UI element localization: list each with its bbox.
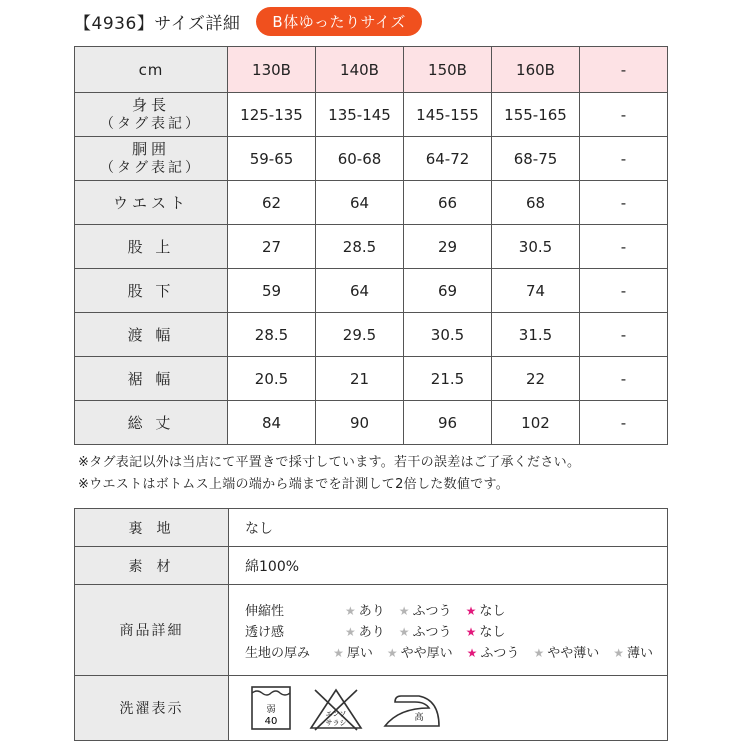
measurement-value: 125-135 [228, 93, 316, 137]
product-attributes [229, 585, 668, 676]
attribute-option-text: あり [358, 603, 385, 619]
size-column-header: 130B [228, 47, 316, 93]
measurement-row [75, 401, 668, 445]
size-table [74, 46, 668, 445]
attribute-option [613, 642, 653, 661]
size-column-header: 160B [492, 47, 580, 93]
attribute-option [345, 600, 385, 619]
measurement-value: 96 [404, 401, 492, 445]
attribute-option-text: 厚い [346, 645, 373, 661]
attribute-option [333, 642, 373, 661]
measurement-value: 21.5 [404, 357, 492, 401]
size-column-header: - [580, 47, 668, 93]
measurement-value: 74 [492, 269, 580, 313]
attribute-option [399, 600, 452, 619]
washing-tub-icon [249, 684, 293, 732]
attribute-option [387, 642, 453, 661]
star-icon: ★ [613, 645, 624, 660]
page-title: 【4936】サイズ詳細 [74, 13, 241, 34]
attribute-option-text: ふつう [412, 624, 452, 640]
wash-strength-text: 弱 [266, 705, 276, 715]
measurement-label: 股 下 [75, 269, 228, 313]
measurement-value: 145-155 [404, 93, 492, 137]
size-type-badge: B体ゆったりサイズ [256, 7, 421, 36]
measurement-value: 64-72 [404, 137, 492, 181]
attribute-option-text: やや厚い [400, 645, 453, 661]
attribute-option [466, 600, 506, 619]
attribute-option [399, 621, 452, 640]
measurement-value: 28.5 [228, 313, 316, 357]
measurement-row [75, 313, 668, 357]
measurement-value: 30.5 [492, 225, 580, 269]
measurement-value: 20.5 [228, 357, 316, 401]
attribute-option-text: なし [479, 603, 506, 619]
detail-row-material [75, 547, 668, 585]
attribute-option-text: ふつう [412, 603, 452, 619]
measurement-row [75, 181, 668, 225]
size-header-row [75, 47, 668, 93]
measurement-value: 64 [316, 269, 404, 313]
iron-icon [379, 684, 445, 732]
measurement-value: - [580, 225, 668, 269]
star-icon: ★ [466, 645, 478, 660]
star-icon: ★ [398, 624, 410, 639]
care-icons-cell [229, 676, 668, 741]
measurement-value: 66 [404, 181, 492, 225]
measurement-value: 62 [228, 181, 316, 225]
measurement-row [75, 137, 668, 181]
star-icon: ★ [345, 603, 356, 618]
measurement-value: - [580, 357, 668, 401]
measurement-value: 84 [228, 401, 316, 445]
attribute-option [533, 642, 599, 661]
attribute-row [245, 641, 667, 662]
attribute-name: 生地の厚み [245, 645, 311, 661]
size-column-header: 150B [404, 47, 492, 93]
measurement-label-sub: （タグ表記） [100, 159, 202, 176]
detail-row-lining [75, 509, 668, 547]
measurement-label [75, 137, 228, 181]
measurement-label: 総 丈 [75, 401, 228, 445]
note-line: ※ウエストはボトムス上端の端から端までを計測して2倍した数値です。 [78, 477, 510, 492]
wash-temperature-text: 40 [264, 716, 278, 727]
measurement-row [75, 269, 668, 313]
star-icon: ★ [345, 624, 356, 639]
star-icon: ★ [386, 645, 398, 660]
attribute-option-text: なし [479, 624, 506, 640]
measurement-value: 28.5 [316, 225, 404, 269]
detail-row-product [75, 585, 668, 676]
measurement-value: 59 [228, 269, 316, 313]
star-icon: ★ [465, 603, 477, 618]
measurement-label [75, 93, 228, 137]
measurement-value: - [580, 313, 668, 357]
measurement-value: 60-68 [316, 137, 404, 181]
measurement-value: 30.5 [404, 313, 492, 357]
attribute-row [245, 620, 667, 641]
product-detail-label: 商品詳細 [75, 585, 229, 676]
attribute-option [345, 621, 385, 640]
measurement-value: 68-75 [492, 137, 580, 181]
measurement-value: 69 [404, 269, 492, 313]
iron-temperature-text: 高 [414, 713, 424, 723]
star-icon: ★ [398, 603, 410, 618]
measurement-value: 59-65 [228, 137, 316, 181]
measurement-value: 22 [492, 357, 580, 401]
measurement-value: 64 [316, 181, 404, 225]
measurement-row [75, 225, 668, 269]
star-icon: ★ [533, 645, 545, 660]
measurement-value: - [580, 269, 668, 313]
measurement-label: 股 上 [75, 225, 228, 269]
no-bleach-icon [307, 684, 365, 732]
measurement-row [75, 93, 668, 137]
measurement-value: 102 [492, 401, 580, 445]
measurement-label-main: 身長 [131, 95, 170, 114]
star-icon: ★ [465, 624, 477, 639]
unit-label: cm [75, 47, 228, 93]
measurement-value: 90 [316, 401, 404, 445]
attribute-row [245, 599, 667, 620]
detail-table [74, 508, 668, 741]
measurement-label: 裾 幅 [75, 357, 228, 401]
size-column-header: 140B [316, 47, 404, 93]
measurement-value: 155-165 [492, 93, 580, 137]
attribute-option-text: やや薄い [547, 645, 600, 661]
attribute-name: 伸縮性 [245, 603, 285, 619]
measurement-value: - [580, 93, 668, 137]
attribute-option-text: ふつう [480, 645, 520, 661]
attribute-option [467, 642, 520, 661]
detail-row-care [75, 676, 668, 741]
bleach-text-bottom: サラシ [325, 719, 347, 727]
bleach-text-top: エンソ [325, 710, 347, 718]
measurement-row [75, 357, 668, 401]
measurement-label: 渡 幅 [75, 313, 228, 357]
material-label: 素材 [75, 547, 229, 585]
measurement-value: 27 [228, 225, 316, 269]
measurement-value: 29 [404, 225, 492, 269]
care-label: 洗濯表示 [75, 676, 229, 741]
measurement-value: 31.5 [492, 313, 580, 357]
attribute-name: 透け感 [245, 624, 285, 640]
attribute-option-text: 薄い [626, 645, 653, 661]
measurement-value: 21 [316, 357, 404, 401]
measurement-value: 68 [492, 181, 580, 225]
note-line: ※タグ表記以外は当店にて平置きで採寸しています。若干の誤差はご了承ください。 [78, 455, 581, 470]
attribute-option-text: あり [358, 624, 385, 640]
measurement-value: - [580, 401, 668, 445]
star-icon: ★ [333, 645, 344, 660]
page-header [74, 4, 422, 38]
measurement-label-main: 胴囲 [131, 139, 170, 158]
lining-label: 裏地 [75, 509, 229, 547]
measurement-value: - [580, 137, 668, 181]
measurement-value: - [580, 181, 668, 225]
attribute-option [466, 621, 506, 640]
notes [78, 452, 580, 496]
measurement-label-sub: （タグ表記） [100, 115, 202, 132]
measurement-value: 135-145 [316, 93, 404, 137]
material-value: 綿100% [229, 547, 668, 585]
lining-value: なし [229, 509, 668, 547]
measurement-label: ウエスト [75, 181, 228, 225]
measurement-value: 29.5 [316, 313, 404, 357]
